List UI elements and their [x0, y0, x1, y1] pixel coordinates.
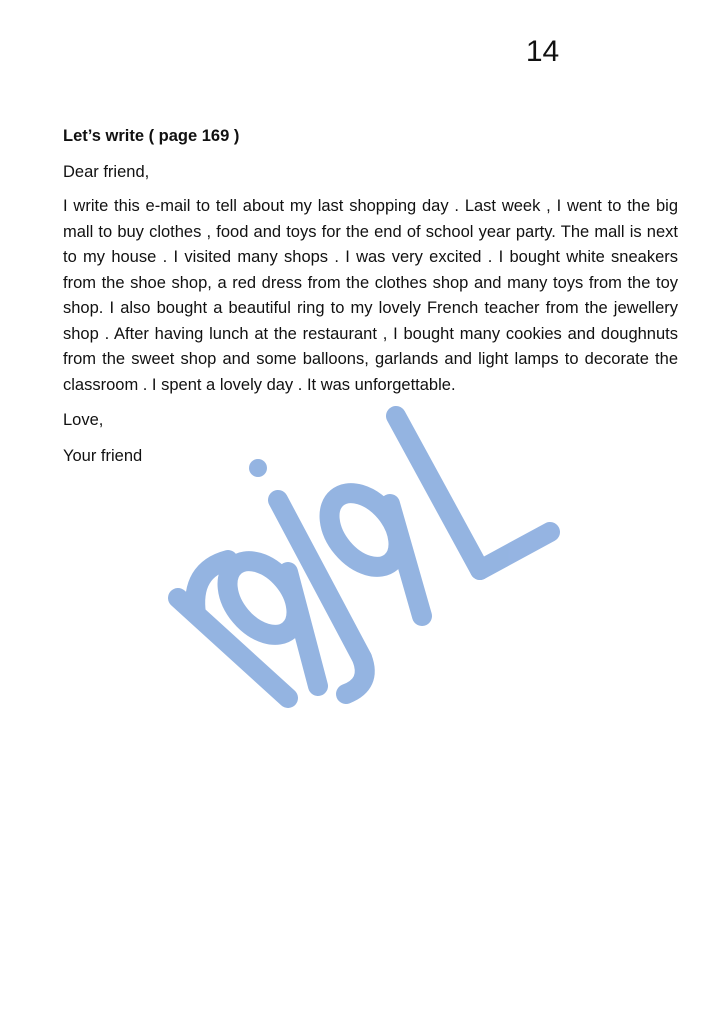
letter-closing: Love, [63, 411, 104, 429]
section-heading: Let’s write ( page 169 ) [63, 127, 240, 145]
letter-greeting: Dear friend, [63, 162, 150, 181]
letter-signature: Your friend [63, 446, 143, 465]
letter-body: I write this e-mail to tell about my last shopping day . Last week , I went to the big mall to buy clothes , food and toys for the end of school year party. The mall is next to my house . I visited many shops . I was very excited . I bought white sneakers from the shoe shop, a red dress from the clothes shop and many toys from the toy shop. I also bought a beautiful ring to my lovely French teacher from the jewellery shop . After having lunch at the restaurant , I bought many cookies and doughnuts from the sweet shop and some balloons, garlands and light lamps to decorate the classroom . I spent a lovely day . It was unforgettable. [63, 197, 678, 394]
page-number: 14 [525, 35, 560, 68]
letter-content [63, 124, 678, 469]
